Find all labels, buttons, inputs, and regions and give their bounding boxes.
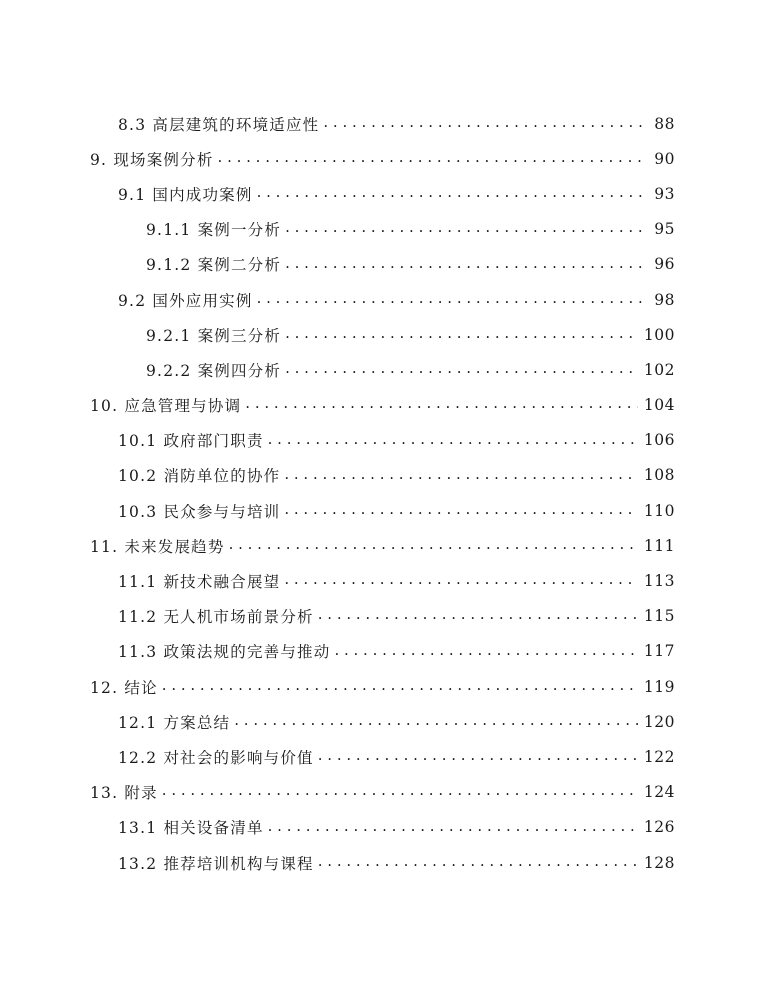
toc-dot-leader: [257, 186, 647, 202]
toc-entry[interactable]: [0, 388, 765, 423]
toc-entry-title: 9.1.2 案例二分析: [146, 253, 281, 275]
toc-entry[interactable]: [0, 634, 765, 669]
toc-entry-title: 9.2.2 案例四分析: [146, 359, 281, 381]
toc-entry-title: 13. 附录: [90, 781, 158, 803]
toc-dot-leader: [234, 714, 638, 730]
toc-page-number: 128: [643, 853, 675, 872]
table-of-contents: [0, 106, 765, 880]
toc-entry-title: 11.3 政策法规的完善与推动: [118, 640, 330, 662]
toc-dot-leader: [268, 820, 638, 836]
toc-page-number: 95: [654, 220, 675, 239]
toc-dot-leader: [284, 468, 638, 484]
toc-dot-leader: [318, 749, 638, 765]
toc-dot-leader: [245, 397, 638, 413]
toc-page-number: 102: [643, 360, 675, 379]
toc-entry-title: 9.1.1 案例一分析: [146, 218, 281, 240]
toc-entry[interactable]: [0, 352, 765, 387]
toc-entry-title: 9.2.1 案例三分析: [146, 324, 281, 346]
toc-dot-leader: [323, 116, 647, 132]
toc-entry[interactable]: [0, 528, 765, 563]
toc-page-number: 124: [643, 783, 675, 802]
toc-dot-leader: [284, 503, 638, 519]
toc-dot-leader: [229, 538, 638, 554]
toc-dot-leader: [268, 433, 638, 449]
toc-page-number: 111: [643, 536, 675, 555]
toc-entry-title: 10.3 民众参与与培训: [118, 500, 280, 522]
toc-entry[interactable]: [0, 317, 765, 352]
toc-entry-title: 11.2 无人机市场前景分析: [118, 605, 314, 627]
toc-entry[interactable]: [0, 282, 765, 317]
toc-dot-leader: [284, 573, 638, 589]
toc-entry-title: 13.2 推荐培训机构与课程: [118, 852, 314, 874]
toc-entry-title: 13.1 相关设备清单: [118, 816, 264, 838]
toc-entry[interactable]: [0, 599, 765, 634]
toc-entry-title: 11. 未来发展趋势: [90, 535, 225, 557]
toc-dot-leader: [318, 855, 638, 871]
toc-entry[interactable]: [0, 563, 765, 598]
toc-dot-leader: [285, 221, 647, 237]
toc-page-number: 115: [643, 607, 675, 626]
toc-dot-leader: [285, 327, 638, 343]
toc-entry-title: 9.1 国内成功案例: [118, 183, 253, 205]
toc-page-number: 122: [643, 747, 675, 766]
toc-entry[interactable]: [0, 739, 765, 774]
toc-page-number: 110: [643, 501, 675, 520]
toc-entry-title: 10.1 政府部门职责: [118, 429, 264, 451]
toc-entry-title: 10.2 消防单位的协作: [118, 464, 280, 486]
toc-entry-title: 12.2 对社会的影响与价值: [118, 746, 314, 768]
toc-dot-leader: [334, 644, 637, 660]
toc-dot-leader: [318, 608, 638, 624]
toc-entry-title: 9. 现场案例分析: [90, 148, 214, 170]
toc-dot-leader: [285, 257, 647, 273]
toc-entry-title: 12. 结论: [90, 676, 158, 698]
toc-page-number: 100: [643, 325, 675, 344]
toc-entry[interactable]: [0, 247, 765, 282]
toc-entry[interactable]: [0, 106, 765, 141]
toc-entry[interactable]: [0, 810, 765, 845]
toc-page-number: 93: [654, 184, 675, 203]
toc-page-number: 88: [654, 114, 675, 133]
toc-entry[interactable]: [0, 845, 765, 880]
toc-entry-title: 8.3 高层建筑的环境适应性: [118, 113, 319, 135]
toc-entry[interactable]: [0, 212, 765, 247]
toc-entry[interactable]: [0, 458, 765, 493]
toc-page-number: 126: [643, 818, 675, 837]
toc-page-number: 104: [643, 396, 675, 415]
toc-page-number: 119: [643, 677, 675, 696]
toc-entry-title: 12.1 方案总结: [118, 711, 230, 733]
toc-page-number: 98: [654, 290, 675, 309]
toc-page-number: 106: [643, 431, 675, 450]
toc-entry[interactable]: [0, 141, 765, 176]
toc-entry-title: 10. 应急管理与协调: [90, 394, 241, 416]
toc-dot-leader: [218, 151, 647, 167]
toc-dot-leader: [162, 784, 638, 800]
toc-entry[interactable]: [0, 775, 765, 810]
toc-page-number: 120: [643, 712, 675, 731]
toc-page-number: 113: [643, 572, 675, 591]
toc-entry-title: 9.2 国外应用实例: [118, 289, 253, 311]
toc-page-number: 90: [654, 149, 675, 168]
toc-dot-leader: [285, 362, 638, 378]
toc-dot-leader: [257, 292, 647, 308]
toc-entry[interactable]: [0, 423, 765, 458]
toc-entry[interactable]: [0, 176, 765, 211]
toc-page-number: 96: [654, 255, 675, 274]
toc-entry[interactable]: [0, 704, 765, 739]
toc-page-number: 108: [643, 466, 675, 485]
toc-page-number: 117: [643, 642, 675, 661]
toc-entry-title: 11.1 新技术融合展望: [118, 570, 280, 592]
toc-dot-leader: [162, 679, 638, 695]
toc-entry[interactable]: [0, 669, 765, 704]
toc-entry[interactable]: [0, 493, 765, 528]
